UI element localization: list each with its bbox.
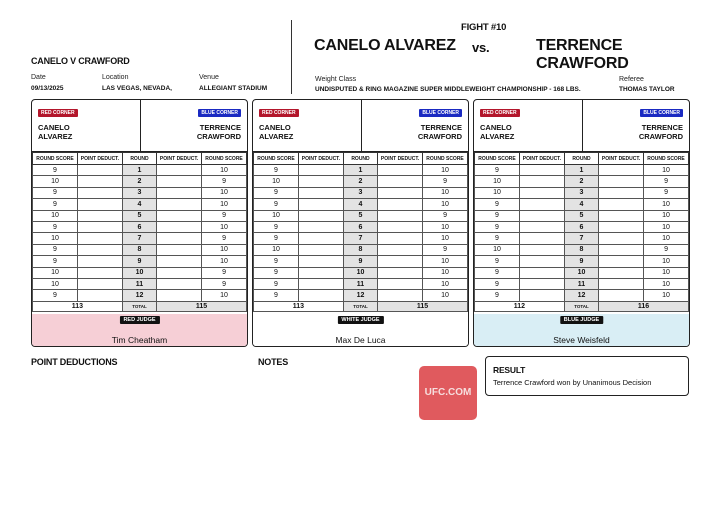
- corner-header: [253, 100, 468, 152]
- round-number: 11: [122, 278, 156, 289]
- round-header: ROUND: [564, 153, 598, 165]
- round-number: 3: [122, 187, 156, 198]
- result-box: [485, 356, 689, 396]
- table-row: [254, 176, 468, 187]
- red-fighter-name: CANELO ALVAREZ: [314, 37, 456, 54]
- round-number: 8: [343, 244, 377, 255]
- referee-value: THOMAS TAYLOR: [619, 86, 675, 93]
- judge-name: Steve Weisfeld: [553, 335, 610, 345]
- blue-round-score: 10: [644, 165, 689, 176]
- blue-round-score: 10: [423, 290, 468, 301]
- red-point-deduct: [77, 199, 122, 210]
- judge-footer: [32, 314, 247, 347]
- ufc-logo: UFC.COM: [419, 366, 477, 420]
- red-point-deduct: [77, 187, 122, 198]
- judge-scorecard-3: [473, 99, 690, 347]
- venue-value: ALLEGIANT STADIUM: [199, 85, 268, 92]
- blue-round-score: 10: [644, 256, 689, 267]
- red-round-score: 9: [33, 244, 78, 255]
- table-row: [254, 187, 468, 198]
- red-round-score: 10: [33, 278, 78, 289]
- red-round-score: 9: [254, 233, 299, 244]
- table-row: [254, 244, 468, 255]
- red-point-deduct: [519, 221, 564, 232]
- round-number: 4: [122, 199, 156, 210]
- venue-label: Venue: [199, 74, 219, 81]
- red-round-score: 10: [33, 233, 78, 244]
- table-row: [33, 233, 247, 244]
- blue-round-score: 10: [202, 290, 247, 301]
- judge-badge: BLUE JUDGE: [560, 316, 603, 324]
- round-number: 1: [343, 165, 377, 176]
- location-value: LAS VEGAS, NEVADA,: [102, 85, 172, 92]
- red-round-score: 10: [33, 176, 78, 187]
- blue-round-score: 9: [202, 267, 247, 278]
- blue-point-deduct: [378, 233, 423, 244]
- blue-point-deduct-header: POINT DEDUCT.: [157, 153, 202, 165]
- round-number: 12: [564, 290, 598, 301]
- red-round-score: 9: [33, 165, 78, 176]
- round-number: 10: [564, 267, 598, 278]
- red-corner-fighter: CANELO ALVAREZ: [38, 123, 73, 141]
- blue-point-deduct: [378, 278, 423, 289]
- table-row: [254, 210, 468, 221]
- round-number: 5: [564, 210, 598, 221]
- round-number: 1: [564, 165, 598, 176]
- red-point-deduct: [77, 210, 122, 221]
- blue-round-score: 10: [644, 210, 689, 221]
- blue-round-score: 9: [202, 278, 247, 289]
- blue-point-deduct: [157, 290, 202, 301]
- blue-corner-badge: BLUE CORNER: [198, 109, 241, 117]
- blue-point-deduct: [599, 187, 644, 198]
- blue-point-deduct: [599, 221, 644, 232]
- date-label: Date: [31, 74, 46, 81]
- blue-point-deduct: [599, 199, 644, 210]
- red-point-deduct: [519, 210, 564, 221]
- blue-round-score: 10: [644, 290, 689, 301]
- red-point-deduct: [77, 233, 122, 244]
- table-row: [33, 244, 247, 255]
- red-point-deduct: [77, 256, 122, 267]
- blue-point-deduct: [378, 267, 423, 278]
- referee-label: Referee: [619, 76, 644, 83]
- red-corner-badge: RED CORNER: [259, 109, 299, 117]
- round-number: 6: [343, 221, 377, 232]
- red-round-score: 9: [475, 165, 520, 176]
- red-point-deduct: [298, 210, 343, 221]
- table-row: [33, 210, 247, 221]
- red-round-score: 10: [475, 187, 520, 198]
- table-row: [475, 278, 689, 289]
- blue-round-score: 10: [644, 267, 689, 278]
- red-point-deduct: [298, 199, 343, 210]
- blue-corner-fighter: TERRENCE CRAWFORD: [638, 123, 683, 141]
- corner-header: [32, 100, 247, 152]
- red-round-score: 10: [33, 267, 78, 278]
- red-point-deduct: [519, 244, 564, 255]
- fight-number: FIGHT #10: [461, 22, 507, 33]
- round-header: ROUND: [343, 153, 377, 165]
- red-corner-badge: RED CORNER: [480, 109, 520, 117]
- blue-point-deduct: [599, 165, 644, 176]
- red-total: 113: [33, 301, 123, 311]
- blue-round-score: 10: [644, 233, 689, 244]
- table-row: [475, 221, 689, 232]
- blue-point-deduct: [378, 187, 423, 198]
- red-point-deduct-header: POINT DEDUCT.: [298, 153, 343, 165]
- blue-point-deduct: [378, 176, 423, 187]
- table-row: [475, 210, 689, 221]
- red-round-score-header: ROUND SCORE: [254, 153, 299, 165]
- blue-round-score: 10: [202, 256, 247, 267]
- blue-point-deduct: [157, 199, 202, 210]
- table-row: [475, 199, 689, 210]
- blue-point-deduct: [378, 199, 423, 210]
- round-number: 12: [122, 290, 156, 301]
- table-row: [33, 256, 247, 267]
- blue-round-score: 10: [202, 165, 247, 176]
- blue-round-score-header: ROUND SCORE: [202, 153, 247, 165]
- weight-class-label: Weight Class: [315, 76, 357, 83]
- blue-point-deduct: [378, 165, 423, 176]
- table-row: [33, 176, 247, 187]
- location-label: Location: [102, 74, 129, 81]
- blue-round-score: 9: [202, 176, 247, 187]
- blue-round-score: 10: [423, 256, 468, 267]
- round-number: 11: [564, 278, 598, 289]
- red-round-score: 9: [33, 187, 78, 198]
- red-round-score: 9: [254, 290, 299, 301]
- blue-point-deduct: [157, 176, 202, 187]
- red-point-deduct: [77, 267, 122, 278]
- blue-total: 116: [599, 301, 689, 311]
- blue-point-deduct: [599, 290, 644, 301]
- table-row: [475, 244, 689, 255]
- blue-point-deduct: [599, 233, 644, 244]
- red-round-score: 10: [33, 210, 78, 221]
- blue-round-score: 10: [202, 187, 247, 198]
- blue-point-deduct: [378, 256, 423, 267]
- red-total: 112: [475, 301, 565, 311]
- round-number: 9: [564, 256, 598, 267]
- blue-round-score-header: ROUND SCORE: [423, 153, 468, 165]
- blue-point-deduct: [378, 244, 423, 255]
- blue-corner-badge: BLUE CORNER: [640, 109, 683, 117]
- total-label: TOTAL: [122, 301, 156, 311]
- totals-row: [33, 301, 247, 311]
- blue-round-score: 9: [423, 176, 468, 187]
- vs-label: vs.: [472, 40, 490, 55]
- judge-scorecard-1: [31, 99, 248, 347]
- round-number: 2: [343, 176, 377, 187]
- table-row: [254, 199, 468, 210]
- blue-fighter-name: TERRENCE CRAWFORD: [536, 37, 629, 72]
- table-row: [475, 165, 689, 176]
- judge-name: Tim Cheatham: [111, 335, 168, 345]
- blue-round-score: 10: [644, 278, 689, 289]
- round-number: 7: [122, 233, 156, 244]
- red-round-score: 9: [475, 221, 520, 232]
- table-row: [254, 221, 468, 232]
- blue-round-score: 9: [644, 176, 689, 187]
- round-number: 3: [564, 187, 598, 198]
- red-round-score: 9: [475, 199, 520, 210]
- red-point-deduct: [519, 267, 564, 278]
- red-point-deduct: [519, 199, 564, 210]
- point-deductions-title: POINT DEDUCTIONS: [31, 357, 118, 367]
- blue-corner-fighter: TERRENCE CRAWFORD: [417, 123, 462, 141]
- red-corner-fighter: CANELO ALVAREZ: [259, 123, 294, 141]
- blue-point-deduct: [157, 256, 202, 267]
- round-number: 8: [564, 244, 598, 255]
- red-round-score: 10: [475, 176, 520, 187]
- red-point-deduct: [519, 290, 564, 301]
- blue-round-score: 10: [423, 187, 468, 198]
- blue-round-score: 10: [202, 244, 247, 255]
- red-round-score: 10: [254, 244, 299, 255]
- red-point-deduct: [298, 278, 343, 289]
- table-row: [475, 256, 689, 267]
- red-round-score: 10: [254, 176, 299, 187]
- blue-round-score: 9: [644, 244, 689, 255]
- judge-badge: WHITE JUDGE: [337, 316, 383, 324]
- round-number: 6: [122, 221, 156, 232]
- table-row: [254, 267, 468, 278]
- red-total: 113: [254, 301, 344, 311]
- totals-row: [475, 301, 689, 311]
- red-point-deduct: [519, 256, 564, 267]
- red-round-score: 9: [475, 210, 520, 221]
- score-table-header: [33, 153, 247, 165]
- blue-point-deduct-header: POINT DEDUCT.: [599, 153, 644, 165]
- round-number: 2: [564, 176, 598, 187]
- judge-scorecard-2: [252, 99, 469, 347]
- table-row: [254, 165, 468, 176]
- red-round-score-header: ROUND SCORE: [475, 153, 520, 165]
- blue-point-deduct: [157, 165, 202, 176]
- blue-point-deduct: [157, 267, 202, 278]
- red-round-score: 9: [475, 290, 520, 301]
- red-round-score: 9: [254, 199, 299, 210]
- judge-name: Max De Luca: [335, 335, 386, 345]
- red-round-score: 9: [475, 278, 520, 289]
- blue-round-score: 9: [202, 210, 247, 221]
- header-divider: [291, 20, 292, 94]
- blue-point-deduct: [378, 290, 423, 301]
- red-round-score: 9: [33, 221, 78, 232]
- table-row: [254, 278, 468, 289]
- table-row: [475, 233, 689, 244]
- blue-round-score: 10: [423, 165, 468, 176]
- red-round-score: 10: [475, 244, 520, 255]
- blue-corner-fighter: TERRENCE CRAWFORD: [196, 123, 241, 141]
- red-point-deduct: [298, 267, 343, 278]
- blue-round-score: 10: [423, 278, 468, 289]
- table-row: [33, 278, 247, 289]
- total-label: TOTAL: [343, 301, 377, 311]
- round-number: 2: [122, 176, 156, 187]
- blue-point-deduct: [157, 233, 202, 244]
- table-row: [475, 267, 689, 278]
- blue-point-deduct: [157, 210, 202, 221]
- blue-point-deduct: [599, 176, 644, 187]
- red-round-score: 10: [254, 210, 299, 221]
- blue-point-deduct: [378, 221, 423, 232]
- red-point-deduct: [298, 256, 343, 267]
- blue-round-score: 9: [202, 233, 247, 244]
- red-point-deduct: [298, 187, 343, 198]
- result-title: RESULT: [493, 365, 526, 375]
- red-point-deduct: [298, 221, 343, 232]
- red-point-deduct: [519, 233, 564, 244]
- blue-point-deduct: [599, 278, 644, 289]
- red-point-deduct: [519, 187, 564, 198]
- red-point-deduct: [519, 176, 564, 187]
- result-text: Terrence Crawford won by Unanimous Decision: [493, 378, 652, 387]
- judge-footer: [253, 314, 468, 347]
- blue-point-deduct-header: POINT DEDUCT.: [378, 153, 423, 165]
- round-number: 10: [122, 267, 156, 278]
- blue-point-deduct: [599, 267, 644, 278]
- blue-round-score: 9: [423, 210, 468, 221]
- red-round-score: 9: [475, 267, 520, 278]
- red-point-deduct: [298, 233, 343, 244]
- blue-round-score: 10: [423, 267, 468, 278]
- score-table: [253, 152, 468, 312]
- total-label: TOTAL: [564, 301, 598, 311]
- red-point-deduct: [298, 165, 343, 176]
- red-round-score: 9: [475, 256, 520, 267]
- red-round-score-header: ROUND SCORE: [33, 153, 78, 165]
- table-row: [33, 290, 247, 301]
- blue-corner-badge: BLUE CORNER: [419, 109, 462, 117]
- round-number: 5: [343, 210, 377, 221]
- red-round-score: 9: [254, 256, 299, 267]
- blue-round-score: 9: [644, 187, 689, 198]
- red-round-score: 9: [475, 233, 520, 244]
- blue-point-deduct: [157, 187, 202, 198]
- red-point-deduct: [77, 176, 122, 187]
- red-round-score: 9: [33, 256, 78, 267]
- blue-point-deduct: [599, 256, 644, 267]
- table-row: [33, 199, 247, 210]
- round-number: 7: [343, 233, 377, 244]
- round-number: 7: [564, 233, 598, 244]
- blue-point-deduct: [157, 221, 202, 232]
- red-point-deduct-header: POINT DEDUCT.: [77, 153, 122, 165]
- table-row: [475, 290, 689, 301]
- blue-total: 115: [378, 301, 468, 311]
- table-row: [254, 290, 468, 301]
- blue-point-deduct: [157, 278, 202, 289]
- round-number: 4: [564, 199, 598, 210]
- blue-total: 115: [157, 301, 247, 311]
- blue-round-score-header: ROUND SCORE: [644, 153, 689, 165]
- blue-round-score: 10: [644, 199, 689, 210]
- round-number: 11: [343, 278, 377, 289]
- event-title: CANELO V CRAWFORD: [31, 56, 130, 66]
- round-number: 12: [343, 290, 377, 301]
- red-point-deduct: [77, 244, 122, 255]
- score-table: [474, 152, 689, 312]
- table-row: [33, 267, 247, 278]
- red-corner-fighter: CANELO ALVAREZ: [480, 123, 515, 141]
- table-row: [475, 187, 689, 198]
- red-corner-badge: RED CORNER: [38, 109, 78, 117]
- blue-round-score: 10: [644, 221, 689, 232]
- notes-title: NOTES: [258, 357, 289, 367]
- round-number: 5: [122, 210, 156, 221]
- round-number: 10: [343, 267, 377, 278]
- round-number: 8: [122, 244, 156, 255]
- round-number: 9: [122, 256, 156, 267]
- blue-round-score: 10: [423, 221, 468, 232]
- blue-point-deduct: [378, 210, 423, 221]
- blue-round-score: 10: [423, 199, 468, 210]
- red-round-score: 9: [254, 267, 299, 278]
- round-number: 1: [122, 165, 156, 176]
- table-row: [33, 165, 247, 176]
- table-row: [254, 233, 468, 244]
- round-header: ROUND: [122, 153, 156, 165]
- blue-round-score: 9: [423, 244, 468, 255]
- red-round-score: 9: [254, 278, 299, 289]
- red-point-deduct: [77, 165, 122, 176]
- red-point-deduct: [519, 278, 564, 289]
- corner-header: [474, 100, 689, 152]
- red-round-score: 9: [33, 290, 78, 301]
- red-round-score: 9: [33, 199, 78, 210]
- date-value: 09/13/2025: [31, 85, 64, 92]
- score-table-header: [254, 153, 468, 165]
- red-point-deduct: [519, 165, 564, 176]
- blue-round-score: 10: [202, 199, 247, 210]
- judge-footer: [474, 314, 689, 347]
- round-number: 3: [343, 187, 377, 198]
- weight-class-value: UNDISPUTED & RING MAGAZINE SUPER MIDDLEWEIGHT CHAMPIONSHIP - 168 LBS.: [315, 86, 581, 93]
- blue-round-score: 10: [202, 221, 247, 232]
- red-round-score: 9: [254, 165, 299, 176]
- round-number: 4: [343, 199, 377, 210]
- score-table-header: [475, 153, 689, 165]
- table-row: [254, 256, 468, 267]
- table-row: [33, 187, 247, 198]
- blue-point-deduct: [599, 210, 644, 221]
- blue-round-score: 10: [423, 233, 468, 244]
- blue-point-deduct: [599, 244, 644, 255]
- red-point-deduct-header: POINT DEDUCT.: [519, 153, 564, 165]
- red-point-deduct: [298, 290, 343, 301]
- judge-badge: RED JUDGE: [119, 316, 159, 324]
- red-point-deduct: [298, 244, 343, 255]
- blue-point-deduct: [157, 244, 202, 255]
- red-point-deduct: [77, 278, 122, 289]
- red-round-score: 9: [254, 187, 299, 198]
- red-point-deduct: [77, 221, 122, 232]
- table-row: [475, 176, 689, 187]
- table-row: [33, 221, 247, 232]
- round-number: 9: [343, 256, 377, 267]
- score-table: [32, 152, 247, 312]
- red-point-deduct: [77, 290, 122, 301]
- totals-row: [254, 301, 468, 311]
- red-round-score: 9: [254, 221, 299, 232]
- red-point-deduct: [298, 176, 343, 187]
- round-number: 6: [564, 221, 598, 232]
